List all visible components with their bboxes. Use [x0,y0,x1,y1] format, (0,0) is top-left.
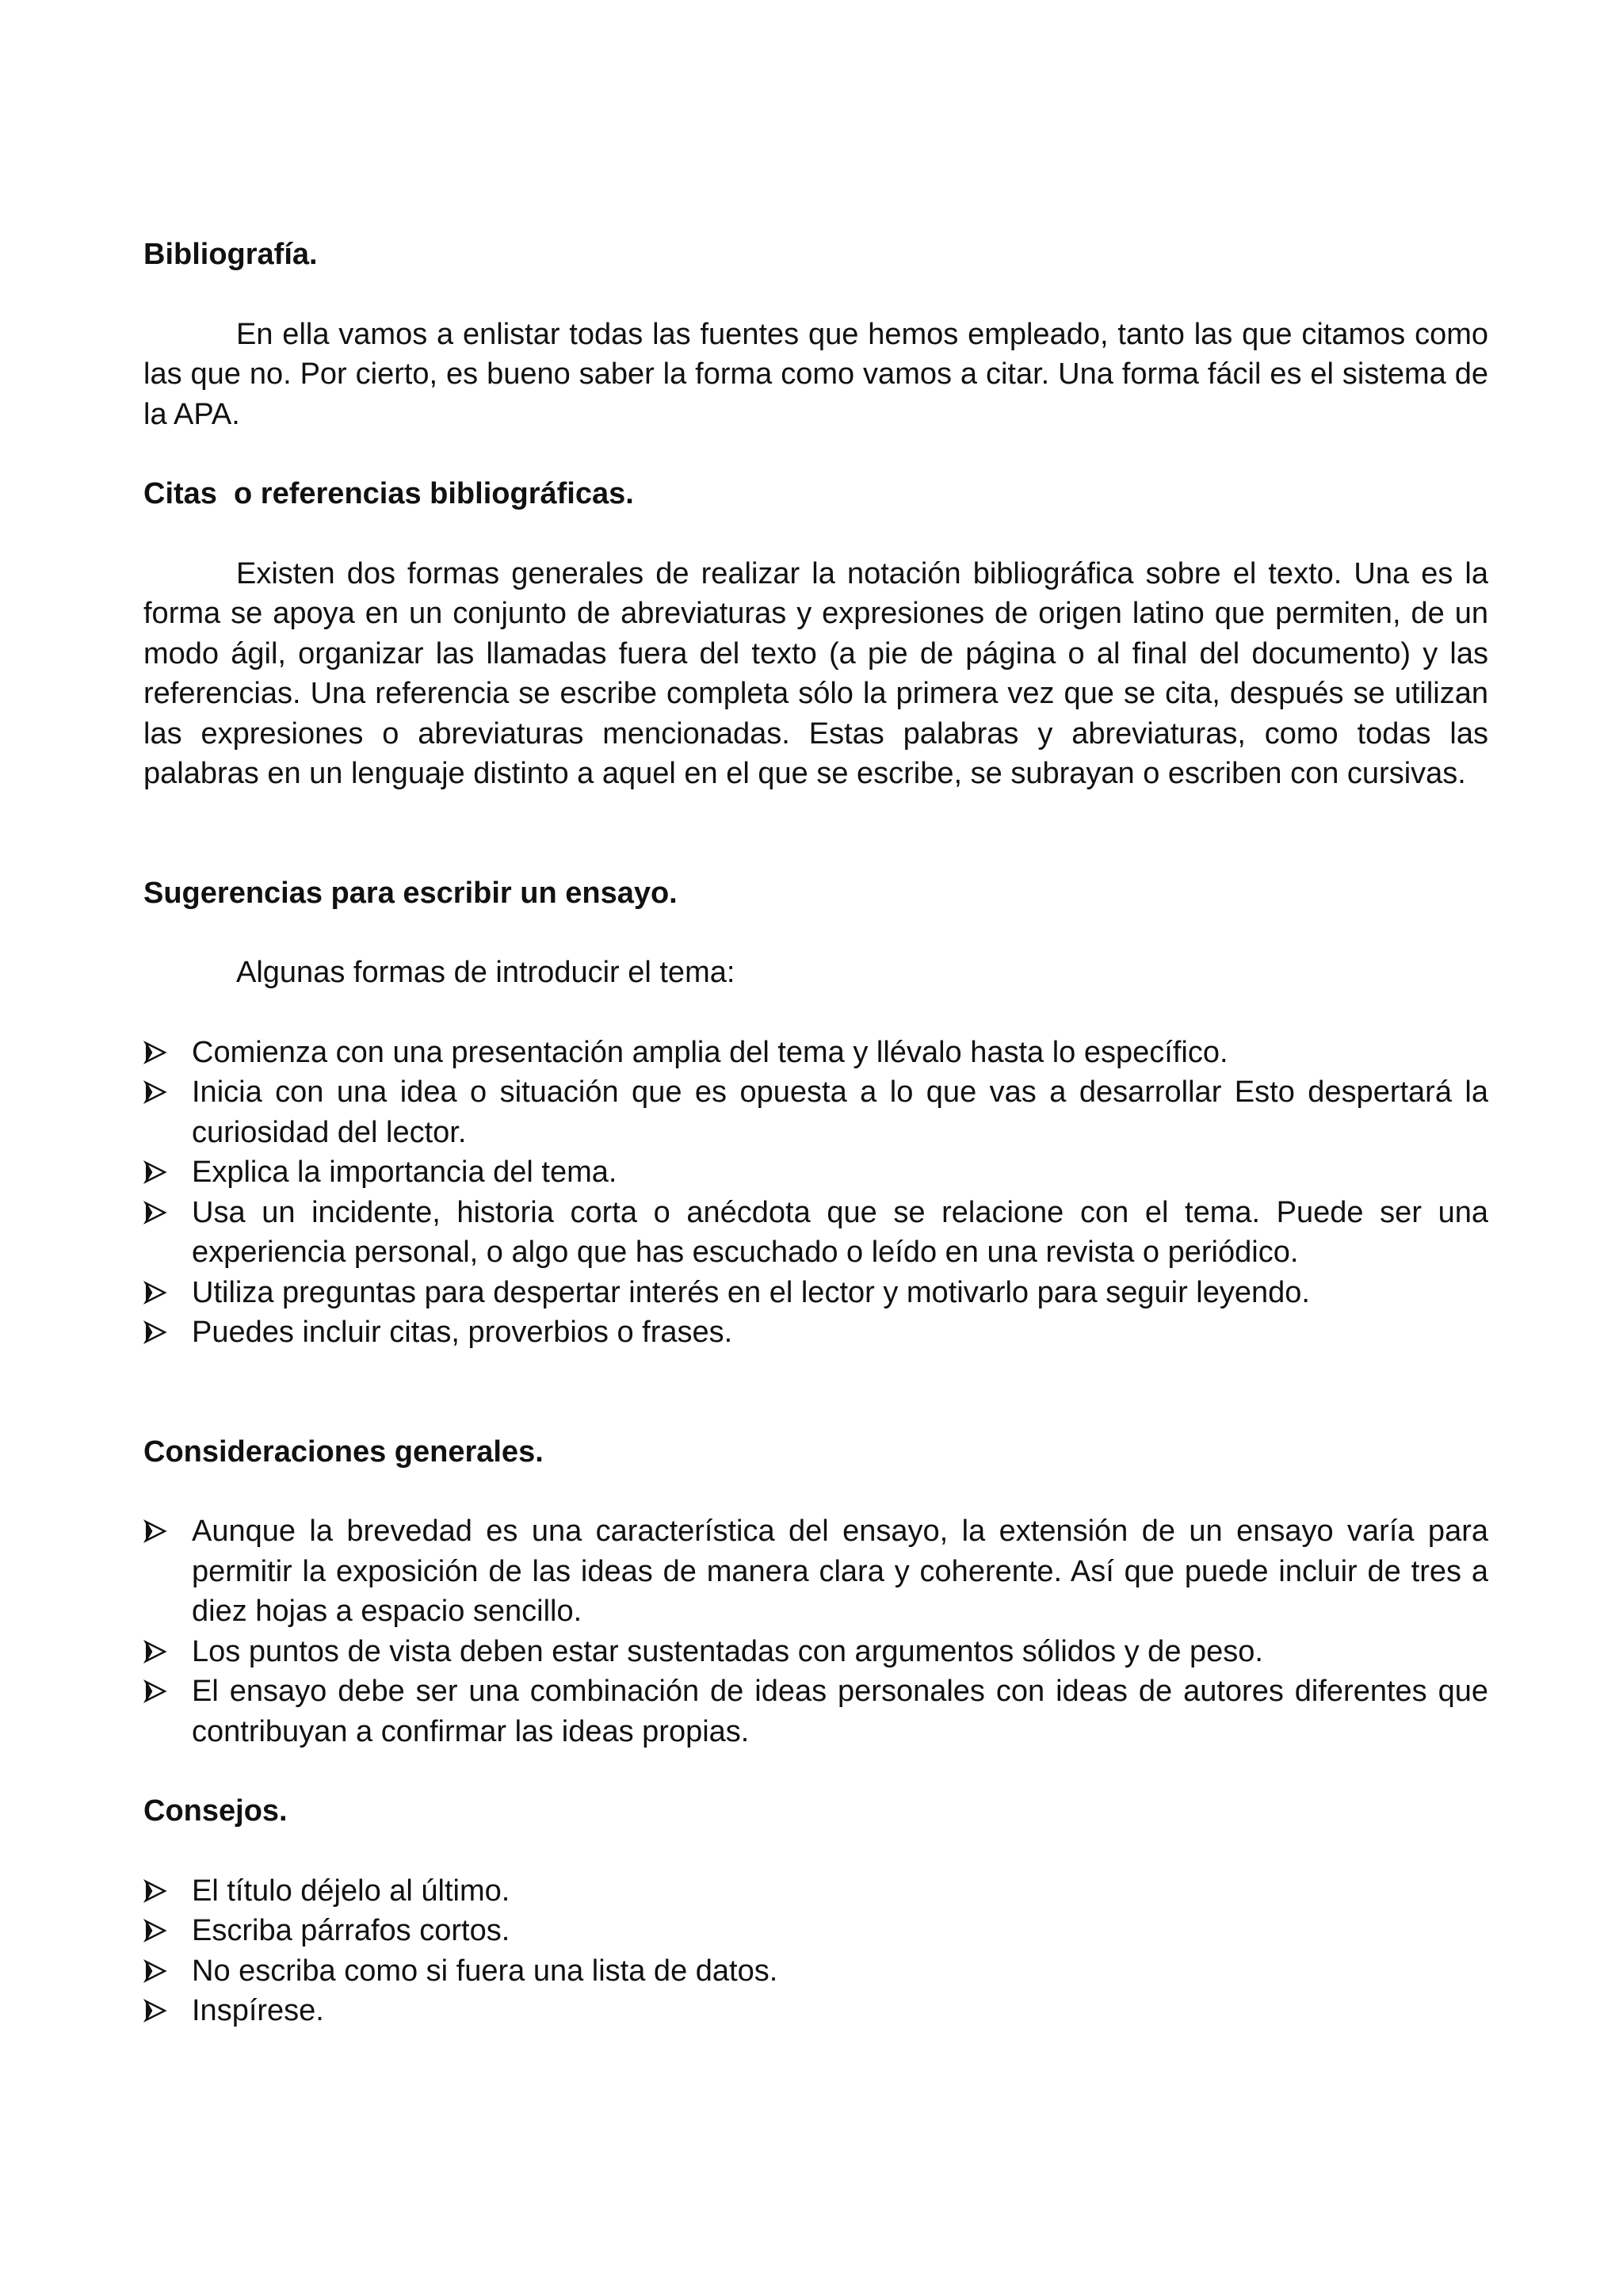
paragraph-sugerencias-intro: Algunas formas de introducir el tema: [236,956,735,989]
list-item [143,1632,1488,1672]
list-item-text: Puedes incluir citas, proverbios o frases. [192,1316,733,1349]
list-item [143,1671,1488,1752]
list-item [143,1991,1488,2031]
list-sugerencias [143,1033,1488,1353]
list-item-text: Inicia con una idea o situación que es opuesta a lo que vas a desarrollar Esto despertará la curiosidad del lector. [192,1075,1488,1149]
list-item-text: Los puntos de vista deben estar sustentadas con argumentos sólidos y de peso. [192,1634,1263,1668]
list-item-text: Usa un incidente, historia corta o anécdota que se relacione con el tema. Puede ser una experiencia personal, o algo que has escuchado o leído en una revista o periódico. [192,1195,1488,1269]
heading-sugerencias: Sugerencias para escribir un ensayo. [143,876,678,910]
list-item-text: Comienza con una presentación amplia del tema y llévalo hasta lo específico. [192,1035,1228,1069]
list-item [143,1072,1488,1152]
list-item-text: Utiliza preguntas para despertar interés en el lector y motivarlo para seguir leyendo. [192,1275,1310,1309]
list-item [143,1951,1488,1992]
arrowhead-bullet-icon [143,1671,175,1712]
list-item-text: Escriba párrafos cortos. [192,1914,510,1947]
list-item-text: Explica la importancia del tema. [192,1156,617,1189]
arrowhead-bullet-icon [143,1511,175,1552]
list-item [143,1871,1488,1912]
arrowhead-bullet-icon [143,1193,175,1233]
list-item-text: Aunque la brevedad es una característica del ensayo, la extensión de un ensayo varía para permitir la exposición de las ideas de manera clara y coherente. Así que puede incluir de tres a diez hojas a espacio sencillo. [192,1515,1488,1628]
arrowhead-bullet-icon [143,1991,175,2031]
arrowhead-bullet-icon [143,1312,175,1353]
list-item [143,1312,1488,1353]
heading-consejos: Consejos. [143,1794,288,1828]
arrowhead-bullet-icon [143,1871,175,1912]
arrowhead-bullet-icon [143,1951,175,1992]
arrowhead-bullet-icon [143,1632,175,1672]
list-item-text: Inspírese. [192,1994,324,2027]
paragraph-bibliografia: En ella vamos a enlistar todas las fuentes que hemos empleado, tanto las que citamos como las que no. Por cierto, es bueno saber la forma como vamos a citar. Una forma fácil es el sistema de la APA. [143,317,1488,431]
list-item [143,1033,1488,1073]
heading-bibliografia: Bibliografía. [143,238,318,271]
arrowhead-bullet-icon [143,1072,175,1113]
list-consejos [143,1871,1488,2031]
list-item-text: El ensayo debe ser una combinación de ideas personales con ideas de autores diferentes que contribuyan a confirmar las ideas propias. [192,1675,1488,1748]
list-item [143,1273,1488,1313]
list-item [143,1193,1488,1273]
list-consideraciones [143,1511,1488,1752]
heading-consideraciones: Consideraciones generales. [143,1435,544,1469]
list-item [143,1152,1488,1193]
arrowhead-bullet-icon [143,1273,175,1313]
paragraph-citas: Existen dos formas generales de realizar la notación bibliográfica sobre el texto. Una es la forma se apoya en un conjunto de abreviaturas y expresiones de origen latino que permiten, de un modo ágil, organizar las llamadas fuera del texto (a pie de página o al final del documento) y las referencias. Una referencia se escribe completa sólo la primera vez que se cita, después se utilizan las expresiones o abreviaturas mencionadas. Estas palabras y abreviaturas, como todas las palabras en un lenguaje distinto a aquel en el que se escribe, se subrayan o escriben con cursivas. [143,556,1488,790]
arrowhead-bullet-icon [143,1152,175,1193]
document-page [143,235,1488,2031]
list-item-text: El título déjelo al último. [192,1874,510,1908]
arrowhead-bullet-icon [143,1911,175,1951]
list-item [143,1511,1488,1632]
list-item-text: No escriba como si fuera una lista de datos. [192,1954,778,1988]
list-item [143,1911,1488,1951]
heading-citas: Citas o referencias bibliográficas. [143,477,634,510]
arrowhead-bullet-icon [143,1033,175,1073]
